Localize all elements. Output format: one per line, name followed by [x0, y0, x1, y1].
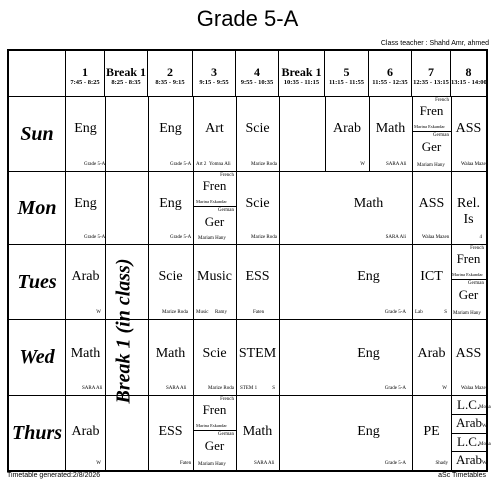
cell-thu-3[interactable]: French Fren Marina Eskandar German Ger Mariam Hany: [193, 396, 236, 470]
cell-wed-7[interactable]: Arab W: [417, 346, 447, 391]
col-divider: [105, 96, 106, 470]
day-label-sun: Sun: [9, 97, 66, 171]
cell-mon-2[interactable]: Eng Grade 5-A: [159, 196, 192, 240]
period-header-4: 4 9:55 - 10:35: [236, 51, 279, 96]
period-header-break1: Break 1 8:25 - 8:35: [105, 51, 148, 96]
day-label-wed: Wed: [9, 320, 66, 395]
cell-thu-4[interactable]: Math SARA Ali: [242, 424, 275, 466]
cell-tue-5-6[interactable]: Eng Grade 5-A: [357, 269, 406, 315]
cell-sun-6[interactable]: Math SARA Ali: [375, 121, 407, 167]
cell-mon-1[interactable]: Eng Grade 5-A: [74, 196, 106, 240]
cell-thu-2[interactable]: ESS Faten: [158, 424, 192, 466]
cell-wed-2[interactable]: Math SARA Ali: [155, 346, 187, 391]
cell-sun-7[interactable]: French Fren Marina Eskandar German Ger Mariam Hany: [414, 98, 449, 168]
cell-wed-8[interactable]: ASS Walaa Mazen: [455, 346, 489, 391]
period-header-break2: Break 1 10:35 - 11:15: [279, 51, 325, 96]
cell-wed-3[interactable]: Scie Marize Roda: [202, 346, 234, 391]
cell-mon-5-6[interactable]: Math SARA Ali: [353, 196, 406, 240]
cell-thu-1[interactable]: Arab W: [71, 424, 101, 466]
cell-tue-2[interactable]: Scie Marize Roda: [158, 269, 188, 315]
cell-thu-7[interactable]: PE Shady: [423, 424, 448, 466]
period-header-5: 5 11:15 - 11:55: [325, 51, 369, 96]
period-header-8: 8 13:15 - 14:00: [451, 65, 487, 86]
cell-sun-4[interactable]: Scie Marize Roda: [245, 121, 277, 167]
cell-mon-4[interactable]: Scie Marize Roda: [245, 196, 277, 240]
cell-mon-8[interactable]: Rel. Is 4: [457, 196, 482, 240]
page-title: Grade 5-A: [196, 6, 299, 31]
class-teacher: Class teacher : Shahd Amr, ahmed: [380, 40, 489, 47]
cell-tue-8[interactable]: French Fren Marina Eskandar German Ger Mariam Hany: [452, 246, 484, 316]
cell-mon-3[interactable]: French Fren Marina Eskandar German Ger Mariam Hany: [193, 172, 236, 244]
day-label-mon: Mon: [9, 172, 66, 244]
cell-thu-8[interactable]: L.C. Mona Arab W L.C. Mona Arab W: [451, 396, 486, 470]
period-header-7: 7 12:35 - 13:15: [412, 51, 451, 96]
cell-sun-2[interactable]: Eng Grade 5-A: [159, 121, 192, 167]
footer-brand: aSc Timetables: [438, 472, 486, 479]
cell-tue-1[interactable]: Arab W: [71, 269, 101, 315]
cell-tue-3[interactable]: Music Music Ramy: [196, 269, 232, 315]
cell-wed-1[interactable]: Math SARA Ali: [70, 346, 103, 391]
cell-thu-5-6[interactable]: Eng Grade 5-A: [357, 424, 406, 466]
col-divider: [279, 96, 280, 470]
cell-sun-8[interactable]: ASS Walaa Mazen: [455, 121, 489, 167]
period-header-3: 3 9:15 - 9:55: [193, 51, 236, 96]
cell-tue-4[interactable]: ESS Faten: [245, 269, 270, 315]
break-in-class-label: Break 1 (in class): [112, 258, 135, 404]
corner-cell: [9, 51, 66, 96]
cell-sun-3[interactable]: Art Art 2 Yomna Ali: [196, 121, 231, 167]
cell-wed-4[interactable]: STEM STEM 1 S: [238, 346, 277, 391]
cell-sun-5[interactable]: Arab W: [333, 121, 365, 167]
period-header-6: 6 11:55 - 12:35: [369, 51, 412, 96]
period-header-1: 1 7:45 - 8:25: [66, 51, 105, 96]
cell-mon-7[interactable]: ASS Walaa Mazen: [418, 196, 450, 240]
period-header-2: 2 8:35 - 9:15: [148, 51, 193, 96]
footer-generated: Timetable generated:2/8/2026: [7, 472, 101, 479]
timetable-grid: [7, 49, 491, 472]
cell-wed-5-6[interactable]: Eng Grade 5-A: [357, 346, 406, 391]
day-label-thurs: Thurs: [9, 396, 66, 470]
cell-sun-1[interactable]: Eng Grade 5-A: [74, 121, 106, 167]
day-label-tues: Tues: [9, 245, 66, 319]
cell-tue-7[interactable]: ICT Lab S: [415, 269, 447, 315]
